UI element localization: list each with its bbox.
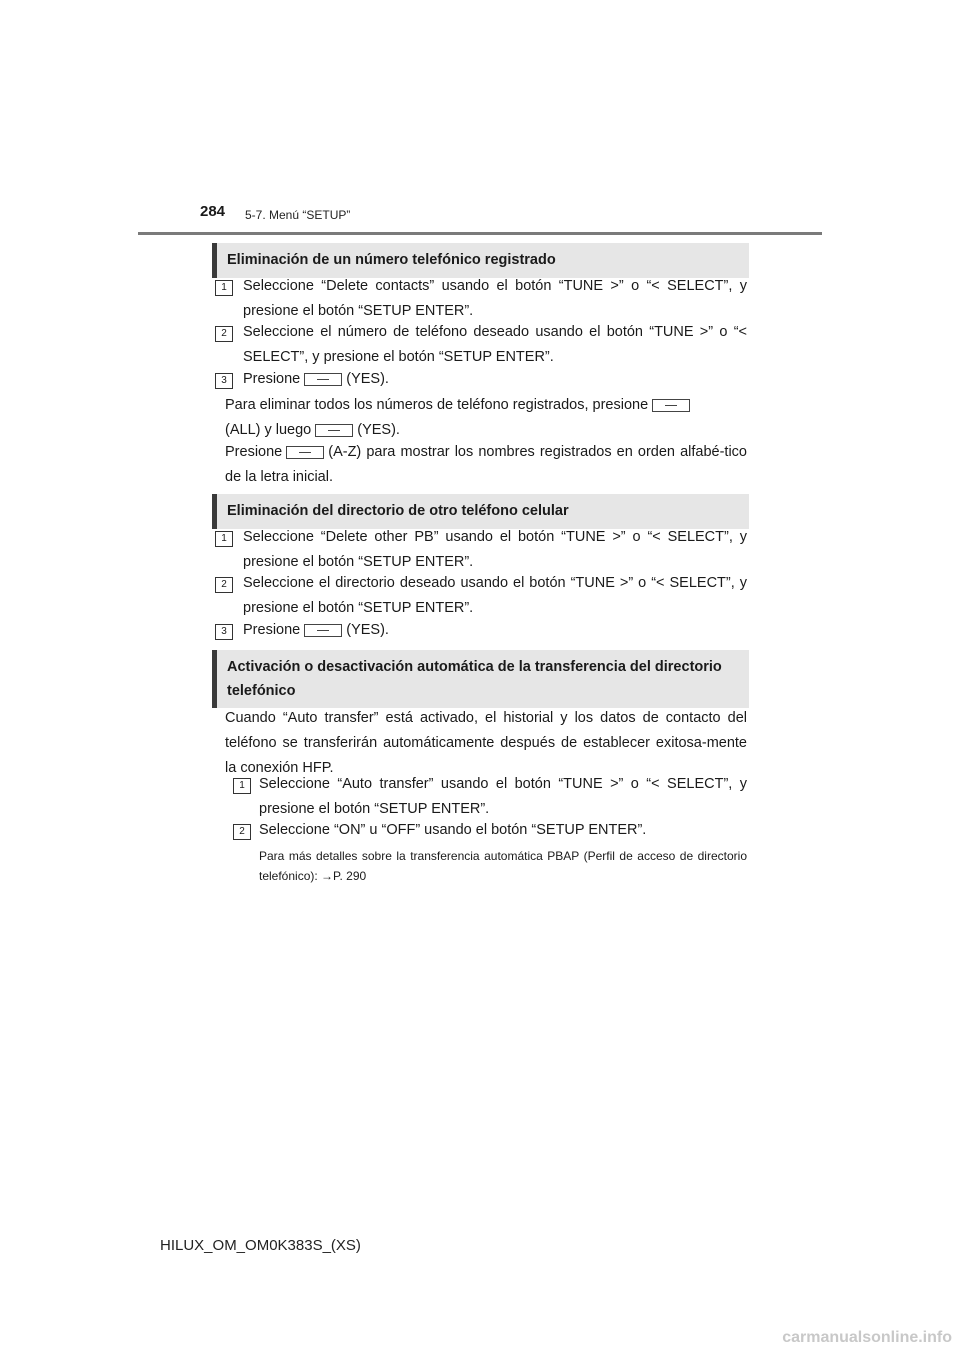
note-az-order: Presione (A-Z) para mostrar los nombres registrados en orden alfabé-tico de la letra inicial. [225, 444, 747, 485]
section-title: 5-7. Menú “SETUP” [245, 208, 351, 222]
step-number: 3 [215, 373, 233, 389]
pbap-note: Para más detalles sobre la transferencia automática PBAP (Perfil de acceso de directorio telefónico): →P. 290 [259, 849, 747, 883]
heading-delete-other-phonebook: Eliminación del directorio de otro teléfono celular [212, 494, 749, 529]
step-text: Seleccione “Delete contacts” usando el botón “TUNE >” o “< SELECT”, y presione el botón “SETUP ENTER”. [243, 278, 747, 319]
step-text: Seleccione “ON” u “OFF” usando el botón “SETUP ENTER”. [259, 822, 647, 838]
auto-transfer-intro: Cuando “Auto transfer” está activado, el historial y los datos de contacto del teléfono se transferirán automáticamente después de establecer exitosa-mente la conexión HFP. [225, 710, 747, 776]
az-button-icon [286, 446, 324, 459]
step-text: Seleccione el número de teléfono deseado usando el botón “TUNE >” o “< SELECT”, y presione el botón “SETUP ENTER”. [243, 324, 747, 365]
heading-auto-transfer: Activación o desactivación automática de la transferencia del directorio telefónico [212, 650, 749, 708]
step-text: Seleccione “Delete other PB” usando el botón “TUNE >” o “< SELECT”, y presione el botón “SETUP ENTER”. [243, 529, 747, 570]
yes-button-icon [304, 624, 342, 637]
step-text: Seleccione “Auto transfer” usando el botón “TUNE >” o “< SELECT”, y presione el botón “SETUP ENTER”. [259, 776, 747, 817]
step-number: 3 [215, 624, 233, 640]
yes-button-icon [304, 373, 342, 386]
step-number: 1 [215, 280, 233, 296]
step-number: 2 [215, 577, 233, 593]
manual-code: HILUX_OM_OM0K383S_(XS) [160, 1237, 361, 1254]
all-button-icon [652, 399, 690, 412]
watermark: carmanualsonline.info [782, 1329, 952, 1346]
yes-button-icon [315, 424, 353, 437]
step-text: Presione (YES). [243, 622, 389, 638]
step-number: 1 [215, 531, 233, 547]
page-number: 284 [200, 203, 226, 220]
heading-delete-number: Eliminación de un número telefónico registrado [212, 243, 749, 278]
note-delete-all: Para eliminar todos los números de teléfono registrados, presione (ALL) y luego (YES). [225, 393, 747, 443]
step-text: Seleccione el directorio deseado usando el botón “TUNE >” o “< SELECT”, y presione el botón “SETUP ENTER”. [243, 575, 747, 616]
step-number: 2 [215, 326, 233, 342]
step-number: 1 [233, 778, 251, 794]
step-number: 2 [233, 824, 251, 840]
step-text: Presione (YES). [243, 371, 389, 387]
header-rule [138, 232, 822, 235]
